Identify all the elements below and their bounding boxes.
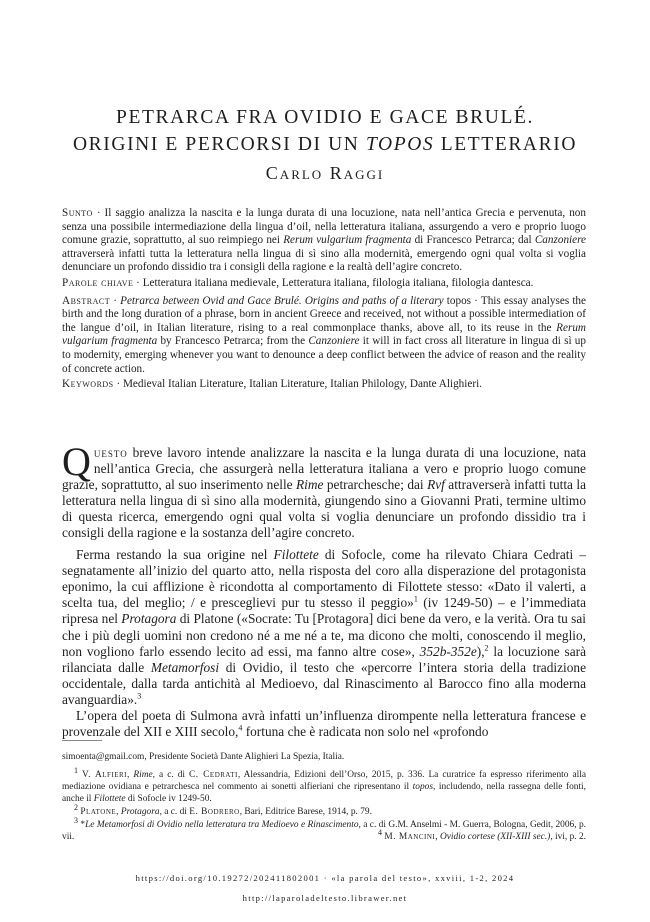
body-text-run: di Sofocle, come ha rilevato Chiara Cedrati – segnatamente all’inizio del quarto atto, nella risposta del coro alla disperazione del protagonista eponimo, la cui afflizione è ricondotta al comportamento di Filottete stesso: «Dato il valerti, a scelta tua, del meglio; / e presceglievi pur tu stesso il peggio»: [62, 547, 586, 611]
keywords-text: · Medieval Italian Literature, Italian Literature, Italian Philology, Dante Alighieri.: [113, 378, 482, 391]
footnote-ref[interactable]: 3: [137, 691, 142, 701]
footnote-text: , includendo, nella rassegna delle fonti, anche il: [62, 782, 587, 804]
footnote-editor: E. Bodrero: [189, 807, 240, 817]
body-text-run: di Ovidio, il testo che «percorre l’intera storia della tradizione occidentale, dalla tarda antichità al Medioevo, dal Rinascimento al Barocco fino alla moderna avanguardia».: [62, 659, 586, 707]
footnote-text: , a c. di: [159, 807, 190, 817]
body-text-run: ),: [476, 643, 485, 659]
footnote-text: ,: [116, 807, 121, 817]
footnote-author: V. Alfieri: [82, 770, 127, 780]
footnote-italic: Rime: [133, 770, 153, 780]
footnote-text: *: [80, 820, 86, 830]
sunto-text: · Il saggio analizza la nascita e la lunga durata di una locuzione, nata nell’antica Grecia e pervenuta, non senza una possibile intermediazione della lingua d’oil, nella letteratura italiana, assurgendo a vero e proprio luogo comune grazie, soprattutto, al suo reimpiego nei: [62, 207, 586, 247]
keywords-label: Keywords: [62, 378, 114, 391]
body-italic: Protagora: [121, 611, 177, 627]
body-text-run: Ferma restando la sua origine nel: [76, 547, 274, 563]
footnote-author: Platone: [80, 807, 117, 817]
footnote-author: M. Mancini: [384, 832, 436, 842]
parole-chiave-label: Parole chiave: [62, 276, 134, 289]
abstract-label: Abstract: [62, 294, 111, 307]
footnote-italic: Protagora: [120, 807, 160, 817]
footnote-text: , ivi, p. 2.: [550, 832, 586, 842]
footnote-text: , a c. di: [152, 770, 190, 780]
body-text-run: breve lavoro intende analizzare la nascita e la lunga durata di una locuzione, nata nell’antica Grecia, che assurgerà nella letteratura italiana a vero e proprio luogo comune grazie, soprattutto, al suo inserimento nelle: [62, 445, 586, 493]
body-italic: Metamorfosi: [150, 659, 220, 675]
sunto-text: di Francesco Petrarca; dal: [411, 234, 535, 247]
body-text-run: attraverserà infatti tutta la letteratura nella lingua di sì sino alla modernità, giungendo sino a Giovanni Prati, termine ultimo di questa ricerca, emergendo ogni qual volta si voglia denunciare un profondo dissidio tra i consigli della ragione e la sostanza dell’agire concreto.: [62, 477, 587, 541]
footnote-number: 2: [74, 802, 78, 812]
body-text-run: (iv 1249-50) – e l’immediata ripresa nel: [62, 595, 586, 627]
footnotes: [62, 751, 586, 844]
footnote-number: 3: [74, 815, 78, 825]
abstract-italic: Canzoniere: [308, 335, 360, 348]
footnote-2: [62, 802, 586, 818]
article-author: Carlo Raggi: [265, 163, 385, 183]
title-topos: TOPOS: [365, 134, 435, 155]
body-text-run: di Platone («Socrate: Tu [Protagora] dici bene da vero, e la verità. Ora tu sai che i più degli uomini non credono né a me né a te, ma dicono che molti, conoscendo il meglio, non vogliono farlo essendo lecito ad essi, ma fanno altre cose»,: [62, 611, 586, 659]
author-affiliation: simoenta@gmail.com, Presidente Società Dante Alighieri La Spezia, Italia.: [62, 752, 345, 762]
footnote-ref[interactable]: 2: [484, 643, 489, 653]
footnote-italic: Le Metamorfosi di Ovidio nella letteratura tra Medioevo e Rinascimento: [85, 820, 359, 830]
parole-chiave-text: · Letteratura italiana medievale, Letteratura italiana, filologia italiana, filologia dantesca.: [133, 276, 534, 289]
body-italic: Rvf: [427, 477, 445, 493]
footnote-number: 4: [378, 827, 383, 837]
footnote-editor: C. Cedrati: [189, 770, 238, 780]
footnote-4: [366, 827, 586, 843]
footnote-number: 1: [74, 765, 78, 775]
journal-url[interactable]: http://laparoladeltesto.librawer.net: [242, 893, 408, 903]
body-italic: Rime: [296, 477, 324, 493]
footnote-italic: topos: [412, 782, 433, 792]
body-italic: 352b-352e: [419, 643, 477, 659]
body-italic: Filottete: [273, 547, 319, 563]
footnote-divider: [62, 740, 102, 741]
title-line-2: [40, 131, 610, 158]
footnote-1: [62, 765, 587, 805]
body-paragraph-3: [62, 708, 586, 740]
sunto-text: attraverserà infatti tutta la letteratura nella lingua di sì sino alla modernità, emergendo ogni qual volta si voglia denunciare un profondo dissidio tra i consigli della ragione e la realtà dell’agire concreto.: [62, 247, 586, 274]
body-text: [62, 439, 587, 740]
footnote-ref[interactable]: 4: [238, 723, 243, 733]
abstract-text: it will in fact cross all literature in lingua di sì up to modernity, emerging whenever you want to denounce a deep conflict between the advice of reason and the reality of concrete action.: [62, 335, 586, 375]
sunto-paragraph: [62, 207, 586, 275]
title-line-2-end: LETTERARIO: [434, 134, 577, 155]
footnote-text: , a c. di G.M. Anselmi - M. Guerra, Bologna, Gedit, 2006, p. vii.: [62, 820, 586, 842]
abstract-text: ·: [110, 294, 121, 307]
sunto-italic: Rerum vulgarium fragmenta: [283, 234, 412, 247]
opening-word: uesto: [93, 445, 128, 460]
parole-chiave-paragraph: [62, 277, 586, 291]
body-text-run: fortuna che è radicata non solo nel «profondo: [242, 723, 489, 739]
article-title: [40, 104, 610, 158]
footnote-text: , Alessandria, Edizioni dell’Orso, 2015, p. 336. La curatrice fa espresso riferimento alla mediazione ovidiana e petrarchesca nel commento ai sonetti alfieriani che ripresentano il: [62, 770, 586, 792]
body-paragraph-1: [62, 439, 587, 541]
footnote-italic: Filottete: [93, 794, 126, 804]
abstract-text: by Francesco Petrarca; from the: [157, 335, 309, 348]
body-text-run: la locuzione sarà rilanciata dalle: [62, 643, 586, 675]
body-text-run: petrarchesche; dai: [323, 477, 428, 493]
footnote-ref[interactable]: 1: [413, 594, 418, 604]
abstract-paragraph: [62, 295, 586, 377]
sunto-label: Sunto: [62, 207, 93, 219]
title-line-1: PETRARCA FRA OVIDIO E GACE BRULÉ.: [116, 107, 534, 128]
keywords-paragraph: [62, 378, 586, 392]
title-line-2-start: ORIGINI E PERCORSI DI UN: [73, 134, 366, 155]
abstract-block: [62, 207, 586, 392]
body-paragraph-2: [62, 547, 586, 707]
doi-line[interactable]: https://doi.org/10.19272/202411802001 · «la parola del testo», xxviii, 1-2, 2024: [135, 873, 515, 883]
body-text-run: L’opera del poeta di Sulmona avrà infatti un’influenza dirompente nella letteratura francese e provenzale del XII e XIII secolo,: [62, 707, 586, 739]
abstract-italic: Rerum vulgarium fragmenta: [62, 321, 586, 348]
footnote-text: , Bari, Editrice Barese, 1914, p. 79.: [239, 807, 372, 817]
footnote-italic: Ovidio cortese (XII-XIII sec.): [439, 832, 551, 842]
sunto-italic: Canzoniere: [534, 234, 587, 247]
footnote-text: ,: [435, 832, 440, 842]
footnote-text: di Sofocle iv 1249-50.: [125, 794, 212, 804]
abstract-italic: Petrarca between Ovid and Gace Brulé. Origins and paths of a literary: [120, 294, 444, 307]
footnote-text: ,: [127, 770, 134, 780]
drop-cap: Q: [62, 439, 91, 484]
footnote-3-and-4: [62, 815, 586, 843]
abstract-text: topos · This essay analyses the birth and the long duration of a phrase, born in ancient Greece and received, not without a possible intermediation of the langue d’oil, in Italian literature, rising to a real commonplace thanks, above all, to its reuse in the: [62, 294, 586, 334]
